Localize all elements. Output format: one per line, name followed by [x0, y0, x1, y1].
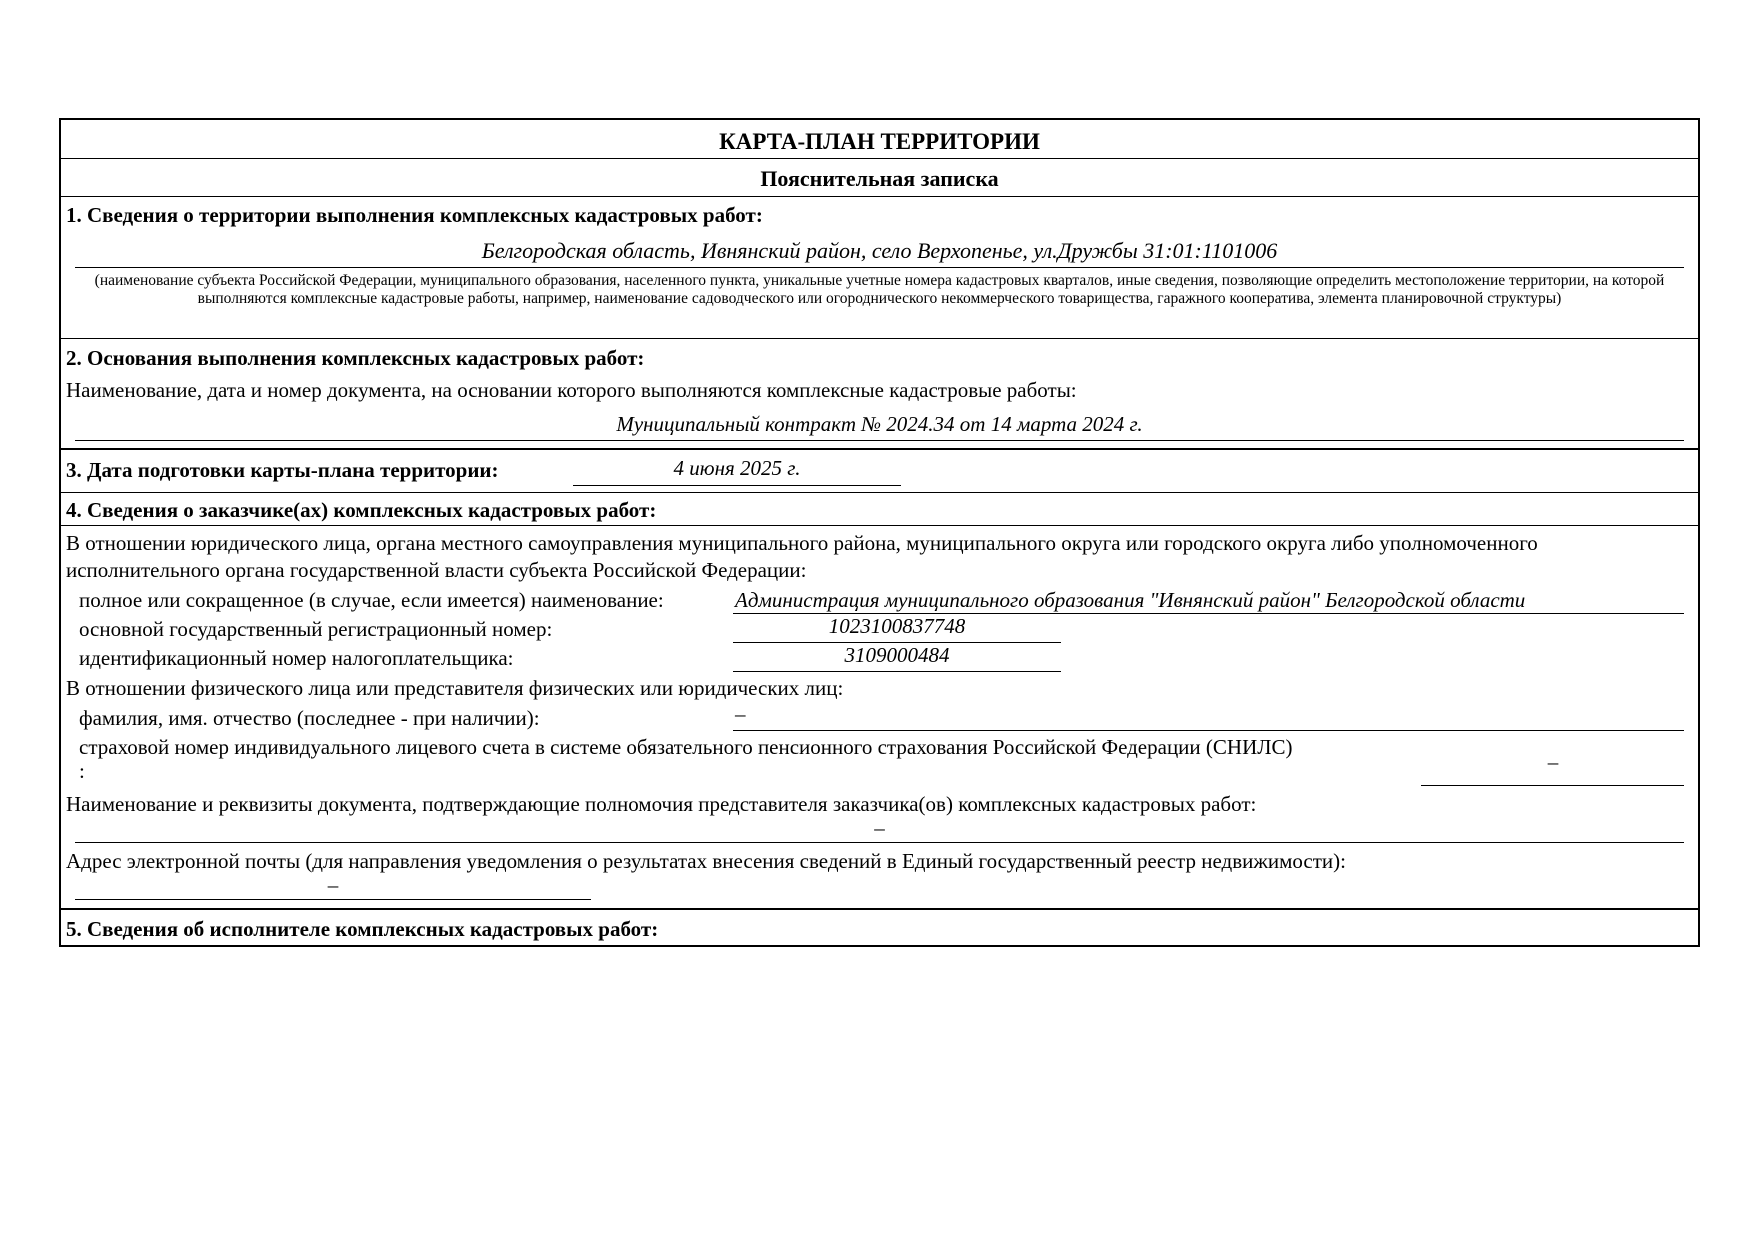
ogrn-value: 1023100837748 — [828, 614, 966, 638]
customer-name-value: Администрация муниципального образования "Ивнянский район" Белгородской области — [735, 588, 1526, 612]
section-3-heading: 3. Дата подготовки карты-плана территории: — [66, 458, 499, 482]
territory-value: Белгородская область, Ивнянский район, село Верхопенье, ул.Дружбы 31:01:1101006 — [481, 238, 1278, 263]
basis-underline — [75, 440, 1684, 441]
document-subtitle: Пояснительная записка — [760, 166, 999, 191]
physical-person-intro: В отношении физического лица или представителя физических или юридических лиц: — [66, 676, 844, 700]
preparation-date: 4 июня 2025 г. — [673, 456, 801, 480]
section-2-heading: 2. Основания выполнения комплексных кадастровых работ: — [66, 346, 645, 370]
snils-underline — [1421, 785, 1684, 786]
territory-note: (наименование субъекта Российской Федерации, муниципального образования, населенного пункта, уникальные учетные номера кадастровых кварталов, иные сведения, позволяющие определить местоположение территории, на которой выполняются комплексные кадастровые работы, например, наименование садоводческого или огороднического некоммерческого товарищества, гаражного кооператива, элемента планировочной структуры) — [94, 272, 1665, 307]
divider — [61, 492, 1698, 493]
fio-underline — [733, 730, 1684, 731]
inn-value: 3109000484 — [844, 643, 950, 667]
section-4-heading: 4. Сведения о заказчике(ах) комплексных кадастровых работ: — [66, 498, 657, 522]
email-label: Адрес электронной почты (для направления уведомления о результатах внесения сведений в Единый государственный реестр недвижимости): — [66, 849, 1346, 873]
document-title: КАРТА-ПЛАН ТЕРРИТОРИИ — [719, 129, 1040, 154]
snils-value: – — [1547, 750, 1559, 774]
divider — [61, 338, 1698, 339]
divider — [61, 158, 1698, 159]
document-form — [59, 118, 1700, 947]
snils-colon: : — [79, 759, 85, 783]
snils-label: страховой номер индивидуального лицевого счета в системе обязательного пенсионного страхования Российской Федерации (СНИЛС) — [79, 735, 1293, 759]
inn-label: идентификационный номер налогоплательщика: — [79, 646, 514, 670]
basis-label: Наименование, дата и номер документа, на основании которого выполняются комплексные кадастровые работы: — [66, 378, 1077, 402]
territory-underline — [75, 267, 1684, 268]
inn-underline — [733, 671, 1061, 672]
basis-value: Муниципальный контракт № 2024.34 от 14 марта 2024 г. — [616, 412, 1143, 436]
fio-value: – — [735, 702, 746, 726]
divider — [61, 908, 1698, 910]
date-underline — [573, 485, 901, 486]
section-1-heading: 1. Сведения о территории выполнения комплексных кадастровых работ: — [66, 203, 763, 227]
representative-doc-label: Наименование и реквизиты документа, подтверждающие полномочия представителя заказчика(ов) комплексных кадастровых работ: — [66, 792, 1257, 816]
email-underline — [75, 899, 591, 900]
legal-entity-intro: В отношении юридического лица, органа местного самоуправления муниципального района, муниципального округа или городского округа либо уполномоченного исполнительного органа государственной власти субъекта Российской Федерации: — [66, 531, 1538, 582]
section-5-heading: 5. Сведения об исполнителе комплексных кадастровых работ: — [66, 917, 659, 941]
divider — [61, 448, 1698, 450]
ogrn-label: основной государственный регистрационный номер: — [79, 617, 553, 641]
representative-doc-value: – — [874, 816, 885, 840]
fio-label: фамилия, имя. отчество (последнее - при наличии): — [79, 706, 540, 730]
divider — [61, 525, 1698, 526]
representative-doc-underline — [75, 842, 1684, 843]
customer-name-label: полное или сокращенное (в случае, если имеется) наименование: — [79, 588, 664, 612]
email-value: – — [327, 873, 339, 897]
divider — [61, 196, 1698, 197]
